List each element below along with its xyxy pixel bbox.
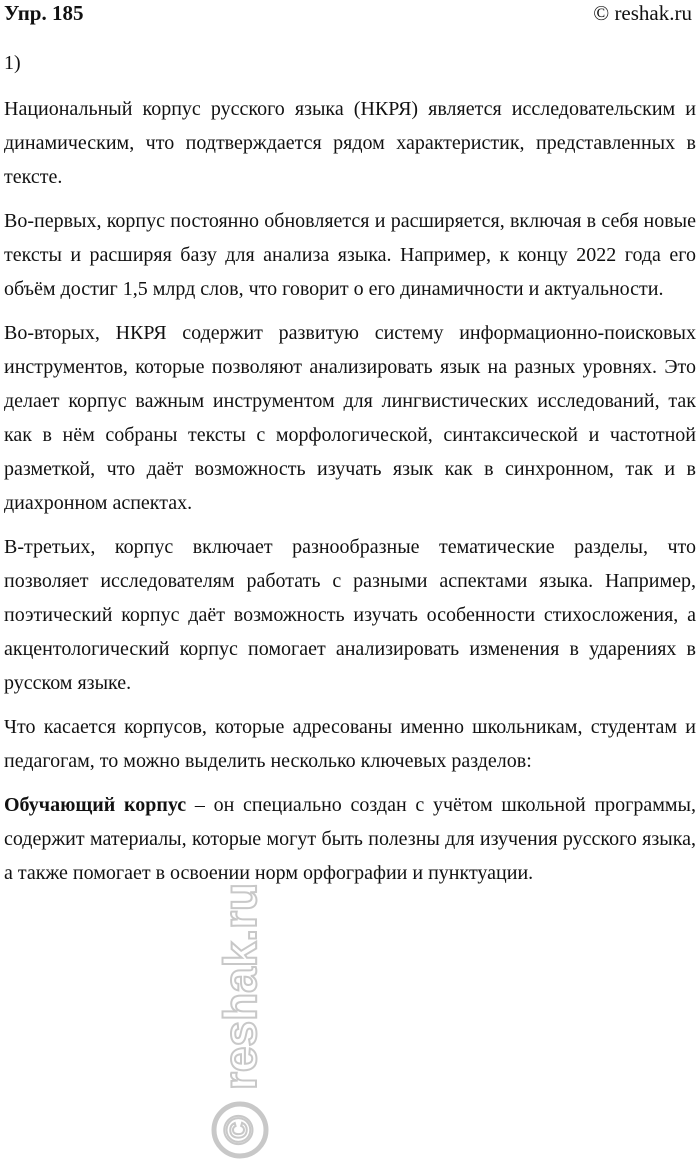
copyright-label: © reshak.ru (593, 1, 692, 25)
answer-content (4, 46, 696, 900)
paragraph-third: В-третьих, корпус включает разнообразные тематические разделы, что позволяет исследователям работать с разными аспектами языка. Например, поэтический корпус даёт возможность изучать особенности стихосложения, а акцентологический корпус помогает анализировать изменения в ударениях в русском языке. (4, 536, 696, 694)
paragraph-learning-corpus (4, 788, 696, 890)
paragraph-second: Во-вторых, НКРЯ содержит развитую систему информационно-поисковых инструментов, которые позволяют анализировать язык на разных уровнях. Это делает корпус важным инструментом для лингвистических исследований, так как в нём собраны тексты с морфологической, синтаксической и частотной разметкой, что даёт возможность изучать язык как в синхронном, так и в диахронном аспектах. (4, 322, 696, 514)
copyright-circle-icon (214, 1104, 266, 1156)
term-learning-corpus: Обучающий корпус (4, 794, 187, 816)
exercise-title: Упр. 185 (4, 1, 84, 25)
watermark-text: reshak.ru (214, 882, 266, 1090)
paragraph-school-corpora: Что касается корпусов, которые адресованы именно школьникам, студентам и педагогам, то можно выделить несколько ключевых разделов: (4, 716, 696, 772)
watermark-symbol: © (217, 1115, 261, 1145)
paragraph-first: Во-первых, корпус постоянно обновляется и расширяется, включая в себя новые тексты и расширяя базу для анализа языка. Например, к концу 2022 года его объём достиг 1,5 млрд слов, что говорит о его динамичности и актуальности. (4, 210, 696, 300)
item-number: 1) (4, 52, 21, 74)
learning-corpus-description: – он специально создан с учётом школьной программы, содержит материалы, которые могут быть полезны для изучения русского языка, а также помогает в освоении норм орфографии и пунктуации. (4, 794, 696, 884)
paragraph-intro: Национальный корпус русского языка (НКРЯ) является исследовательским и динамическим, что подтверждается рядом характеристик, представленных в тексте. (4, 98, 696, 188)
page-header (4, 0, 692, 26)
